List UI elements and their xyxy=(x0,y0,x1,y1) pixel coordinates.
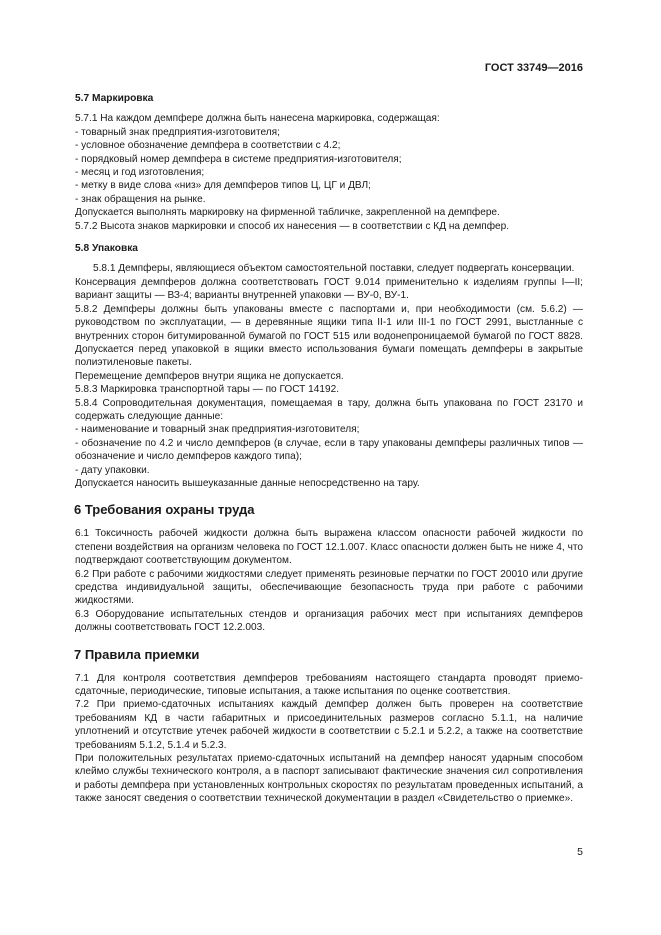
list-item: - порядковый номер демпфера в системе предприятия-изготовителя; xyxy=(75,153,402,165)
paragraph: Консервация демпферов должна соответствовать ГОСТ 9.014 применительно к изделиям группы I—II; вариант защиты — ВЗ-4; варианты внутренней упаковки — ВУ-0, ВУ-1. xyxy=(75,276,583,302)
list-item: - метку в виде слова «низ» для демпферов типов Ц, ЦГ и ДВЛ; xyxy=(75,180,371,192)
list-item: - знак обращения на рынке. xyxy=(75,193,206,205)
paragraph: При положительных результатах приемо-сдаточных испытаний на демпфер наносят ударным способом клеймо службы технического контроля, а в паспорт записывают фактические значения сил сопротивления и работы демпфера при установленных контрольных скоростях по результатам проведенных испытаний, а также заносят сведения о соответствии технической документации в раздел «Свидетельство о приемке». xyxy=(75,753,583,805)
section-title-5-8: 5.8 Упаковка xyxy=(75,243,138,255)
paragraph: 7.1 Для контроля соответствия демпферов требованиям настоящего стандарта проводят приемо-сдаточные, периодические, типовые испытания, а также испытания по оценке соответствия. xyxy=(75,672,583,698)
list-item: - дату упаковки. xyxy=(75,464,150,476)
page-number: 5 xyxy=(577,846,583,858)
standard-code: ГОСТ 33749—2016 xyxy=(484,62,583,74)
paragraph: Допускается выполнять маркировку на фирменной табличке, закрепленной на демпфере. xyxy=(75,207,500,219)
paragraph: 5.8.3 Маркировка транспортной тары — по ГОСТ 14192. xyxy=(75,384,340,396)
list-item: - месяц и год изготовления; xyxy=(75,167,205,179)
paragraph: 7.2 При приемо-сдаточных испытаниях каждый демпфер должен быть проверен на соответствие требованиям КД в части габаритных и присоединительных размеров согласно 5.1.1, на наличие уплотнений и отсутствие утечек рабочей жидкости в соответствии с 5.2.1 и 5.2.2, а также на соответствие требованиям 5.1.2, 5.1.4 и 5.2.3. xyxy=(75,699,583,751)
section-title-6: 6 Требования охраны труда xyxy=(74,502,255,518)
paragraph: 6.1 Токсичность рабочей жидкости должна быть выражена классом опасности рабочей жидкости по степени воздействия на организм человека по ГОСТ 12.1.007. Класс опасности должен быть не ниже 4, что подтверждают соответствующим документом. xyxy=(75,528,583,567)
section-title-7: 7 Правила приемки xyxy=(74,646,200,662)
list-item: - товарный знак предприятия-изготовителя; xyxy=(75,126,280,138)
paragraph: 5.8.4 Сопроводительная документация, помещаемая в тару, должна быть упакована по ГОСТ 23170 и содержать следующие данные: xyxy=(75,397,583,422)
list-item: - условное обозначение демпфера в соответствии с 4.2; xyxy=(75,140,341,152)
document-body xyxy=(75,92,583,806)
paragraph: 5.8.1 Демпферы, являющиеся объектом самостоятельной поставки, следует подвергать консервации. xyxy=(93,263,575,275)
paragraph: Допускается наносить вышеуказанные данные непосредственно на тару. xyxy=(75,477,420,489)
paragraph: Перемещение демпферов внутри ящика не допускается. xyxy=(75,370,344,382)
list-item: - наименование и товарный знак предприятия-изготовителя; xyxy=(75,424,360,436)
paragraph: 6.2 При работе с рабочими жидкостями следует применять резиновые перчатки по ГОСТ 20010 или другие средства индивидуальной защиты, обеспечивающие безопасность труда при работе с рабочими жидкостями. xyxy=(75,568,583,607)
paragraph: 5.7.1 На каждом демпфере должна быть нанесена маркировка, содержащая: xyxy=(75,113,440,125)
paragraph: 5.8.2 Демпферы должны быть упакованы вместе с паспортами и, при необходимости (см. 5.6.2) — руководством по эксплуатации, — в деревянные ящики типа II-1 или III-1 по ГОСТ 2991, выстланные с внутренних сторон битумированной бумагой по ГОСТ 515 или водонепроницаемой бумагой по ГОСТ 8828. Допускается перед упаковкой в ящики вместо использования бумаги помещать демпферы в закрытые полиэтиленовые пакеты. xyxy=(75,303,583,369)
paragraph: 6.3 Оборудование испытательных стендов и организация рабочих мест при испытаниях демпферов должны соответствовать ГОСТ 12.2.003. xyxy=(75,608,583,634)
paragraph: 5.7.2 Высота знаков маркировки и способ их нанесения — в соответствии с КД на демпфер. xyxy=(75,220,510,232)
section-title-5-7: 5.7 Маркировка xyxy=(75,93,154,104)
list-item: - обозначение по 4.2 и число демпферов (в случае, если в тару упакованы демпферы различных типов — обозначение и число демпферов каждого типа); xyxy=(75,437,583,463)
